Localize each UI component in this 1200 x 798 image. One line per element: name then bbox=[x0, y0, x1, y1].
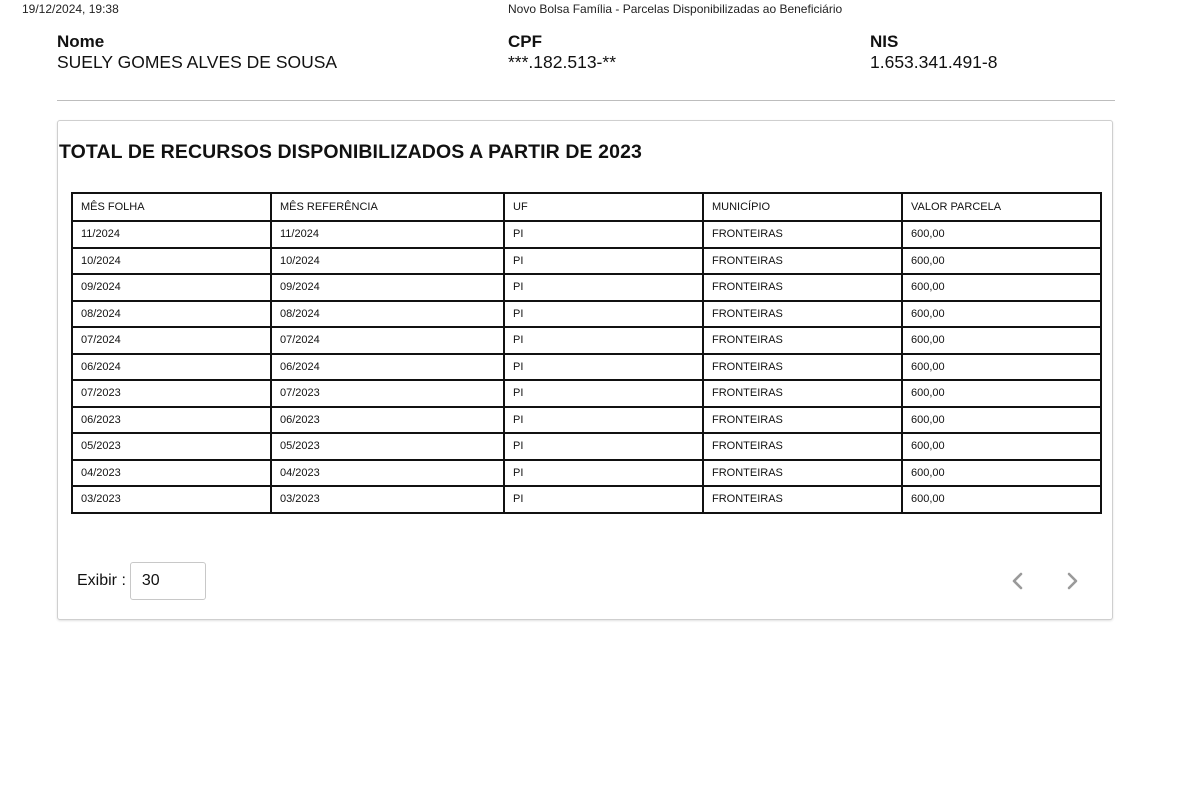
cell-mes-folha: 04/2023 bbox=[72, 460, 271, 487]
cell-mes-folha: 05/2023 bbox=[72, 433, 271, 460]
cell-municipio: FRONTEIRAS bbox=[703, 301, 902, 328]
cell-municipio: FRONTEIRAS bbox=[703, 354, 902, 381]
table-header-row bbox=[72, 193, 1101, 221]
nis-label: NIS bbox=[870, 32, 899, 51]
cell-mes-folha: 09/2024 bbox=[72, 274, 271, 301]
cell-uf: PI bbox=[504, 248, 703, 275]
cell-uf: PI bbox=[504, 274, 703, 301]
cell-mes-folha: 07/2023 bbox=[72, 380, 271, 407]
table-row bbox=[72, 460, 1101, 487]
cell-valor-parcela: 600,00 bbox=[902, 248, 1101, 275]
cell-mes-referencia: 07/2023 bbox=[271, 380, 504, 407]
section-title: TOTAL DE RECURSOS DISPONIBILIZADOS A PARTIR DE 2023 bbox=[59, 141, 642, 163]
beneficiary-name-block bbox=[57, 32, 337, 72]
cell-uf: PI bbox=[504, 327, 703, 354]
table-row bbox=[72, 274, 1101, 301]
table-row bbox=[72, 433, 1101, 460]
cell-valor-parcela: 600,00 bbox=[902, 354, 1101, 381]
cell-mes-referencia: 06/2024 bbox=[271, 354, 504, 381]
cell-valor-parcela: 600,00 bbox=[902, 433, 1101, 460]
cell-mes-referencia: 05/2023 bbox=[271, 433, 504, 460]
column-header-mes-referencia[interactable]: MÊS REFERÊNCIA bbox=[271, 193, 504, 221]
table-row bbox=[72, 327, 1101, 354]
table-row bbox=[72, 301, 1101, 328]
table-row bbox=[72, 407, 1101, 434]
column-header-mes-folha[interactable]: MÊS FOLHA bbox=[72, 193, 271, 221]
next-page-button[interactable] bbox=[1062, 571, 1082, 591]
cell-municipio: FRONTEIRAS bbox=[703, 327, 902, 354]
cell-mes-referencia: 06/2023 bbox=[271, 407, 504, 434]
cell-mes-folha: 06/2023 bbox=[72, 407, 271, 434]
cell-uf: PI bbox=[504, 380, 703, 407]
header-divider bbox=[57, 100, 1115, 101]
table-row bbox=[72, 354, 1101, 381]
cell-mes-referencia: 10/2024 bbox=[271, 248, 504, 275]
cell-mes-referencia: 07/2024 bbox=[271, 327, 504, 354]
nome-label: Nome bbox=[57, 32, 105, 51]
cell-mes-folha: 08/2024 bbox=[72, 301, 271, 328]
resources-card bbox=[57, 120, 1113, 620]
cell-uf: PI bbox=[504, 460, 703, 487]
cell-uf: PI bbox=[504, 407, 703, 434]
cell-valor-parcela: 600,00 bbox=[902, 407, 1101, 434]
table-row bbox=[72, 221, 1101, 248]
previous-page-button[interactable] bbox=[1008, 571, 1028, 591]
table-row bbox=[72, 248, 1101, 275]
cell-valor-parcela: 600,00 bbox=[902, 301, 1101, 328]
cell-municipio: FRONTEIRAS bbox=[703, 407, 902, 434]
print-header bbox=[0, 2, 1200, 18]
cell-valor-parcela: 600,00 bbox=[902, 327, 1101, 354]
cell-uf: PI bbox=[504, 433, 703, 460]
cell-valor-parcela: 600,00 bbox=[902, 274, 1101, 301]
cell-mes-folha: 07/2024 bbox=[72, 327, 271, 354]
beneficiary-nis-block bbox=[870, 32, 997, 72]
cell-uf: PI bbox=[504, 486, 703, 513]
print-page-title: Novo Bolsa Família - Parcelas Disponibilizadas ao Beneficiário bbox=[508, 2, 843, 16]
chevron-left-icon bbox=[1011, 571, 1025, 591]
cpf-label: CPF bbox=[508, 32, 542, 51]
page-size-control bbox=[77, 562, 206, 600]
cell-mes-referencia: 08/2024 bbox=[271, 301, 504, 328]
cell-mes-folha: 06/2024 bbox=[72, 354, 271, 381]
cell-municipio: FRONTEIRAS bbox=[703, 486, 902, 513]
column-header-municipio[interactable]: MUNICÍPIO bbox=[703, 193, 902, 221]
cell-mes-folha: 11/2024 bbox=[72, 221, 271, 248]
cell-municipio: FRONTEIRAS bbox=[703, 380, 902, 407]
table-row bbox=[72, 486, 1101, 513]
nome-value: SUELY GOMES ALVES DE SOUSA bbox=[57, 52, 338, 72]
table-row bbox=[72, 380, 1101, 407]
cell-mes-folha: 03/2023 bbox=[72, 486, 271, 513]
print-datetime: 19/12/2024, 19:38 bbox=[22, 2, 119, 16]
cell-municipio: FRONTEIRAS bbox=[703, 274, 902, 301]
cell-uf: PI bbox=[504, 221, 703, 248]
cell-valor-parcela: 600,00 bbox=[902, 380, 1101, 407]
beneficiary-cpf-block bbox=[508, 32, 616, 72]
cell-valor-parcela: 600,00 bbox=[902, 486, 1101, 513]
cell-municipio: FRONTEIRAS bbox=[703, 460, 902, 487]
cell-valor-parcela: 600,00 bbox=[902, 221, 1101, 248]
cell-mes-referencia: 09/2024 bbox=[271, 274, 504, 301]
cell-municipio: FRONTEIRAS bbox=[703, 433, 902, 460]
installments-table bbox=[71, 192, 1102, 514]
cpf-value: ***.182.513-** bbox=[508, 52, 616, 72]
page-size-input[interactable] bbox=[130, 562, 206, 600]
cell-municipio: FRONTEIRAS bbox=[703, 221, 902, 248]
cell-valor-parcela: 600,00 bbox=[902, 460, 1101, 487]
cell-uf: PI bbox=[504, 354, 703, 381]
cell-uf: PI bbox=[504, 301, 703, 328]
column-header-valor-parcela[interactable]: VALOR PARCELA bbox=[902, 193, 1101, 221]
nis-value: 1.653.341.491-8 bbox=[870, 52, 998, 72]
column-header-uf[interactable]: UF bbox=[504, 193, 703, 221]
cell-mes-referencia: 11/2024 bbox=[271, 221, 504, 248]
cell-mes-referencia: 03/2023 bbox=[271, 486, 504, 513]
exibir-label: Exibir : bbox=[77, 572, 126, 589]
cell-mes-folha: 10/2024 bbox=[72, 248, 271, 275]
cell-municipio: FRONTEIRAS bbox=[703, 248, 902, 275]
chevron-right-icon bbox=[1065, 571, 1079, 591]
cell-mes-referencia: 04/2023 bbox=[271, 460, 504, 487]
